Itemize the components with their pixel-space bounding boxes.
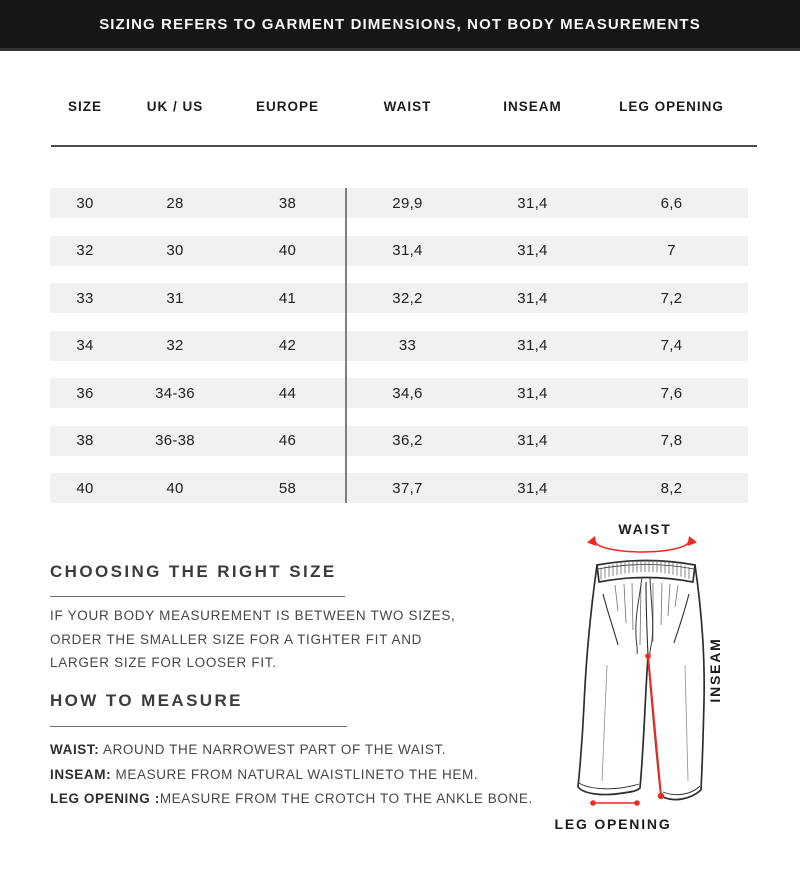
cell-waist: 37,7 (392, 479, 423, 497)
disclaimer-banner (0, 0, 800, 51)
table-row (50, 283, 748, 313)
cell-uk-us: 30 (166, 242, 184, 259)
cell-inseam: 31,4 (517, 479, 548, 497)
cell-size: 34 (76, 337, 94, 354)
cell-uk-us: 31 (166, 289, 184, 307)
cell-inseam: 31,4 (517, 289, 548, 307)
cell-leg: 7 (667, 242, 676, 259)
choosing-size-paragraph (50, 604, 456, 675)
cell-size: 38 (76, 432, 94, 449)
disclaimer-text: SIZING REFERS TO GARMENT DIMENSIONS, NOT BODY MEASUREMENTS (99, 15, 701, 33)
table-row (50, 188, 748, 218)
leg-opening-diagram-label: LEG OPENING (554, 816, 672, 832)
cell-size: 40 (76, 479, 94, 497)
cell-leg: 7,4 (660, 337, 683, 354)
cell-uk-us: 32 (166, 337, 184, 354)
cell-waist: 33 (398, 337, 417, 354)
cell-size: 36 (76, 384, 94, 402)
paragraph-line: LARGER SIZE FOR LOOSER FIT. (50, 655, 277, 670)
cell-waist: 34,6 (392, 384, 423, 402)
inseam-diagram-label: INSEAM (707, 637, 723, 703)
cell-europe: 46 (278, 432, 297, 449)
pants-outline-icon (578, 560, 704, 800)
cell-inseam: 31,4 (517, 432, 548, 449)
table-row (50, 331, 748, 361)
paragraph-line: IF YOUR BODY MEASUREMENT IS BETWEEN TWO SIZES, (50, 608, 456, 623)
measure-desc: AROUND THE NARROWEST PART OF THE WAIST. (99, 742, 447, 757)
measure-term: LEG OPENING : (50, 791, 160, 806)
cell-europe: 40 (278, 242, 297, 259)
cell-waist: 31,4 (392, 242, 423, 259)
column-header-europe: EUROPE (255, 98, 319, 114)
how-to-measure-heading: HOW TO MEASURE (50, 691, 243, 710)
cell-inseam: 31,4 (517, 384, 548, 402)
cell-size: 33 (76, 289, 94, 307)
cell-europe: 44 (278, 384, 297, 402)
cell-uk-us: 28 (166, 194, 184, 212)
table-row (50, 378, 748, 408)
table-header-row (50, 96, 748, 116)
cell-waist: 32,2 (392, 289, 423, 307)
cell-size: 32 (76, 242, 94, 259)
cell-leg: 8,2 (660, 479, 683, 497)
table-row (50, 473, 748, 503)
cell-size: 30 (76, 194, 94, 212)
cell-uk-us: 36-38 (155, 432, 195, 449)
column-header-inseam: INSEAM (503, 98, 562, 114)
choosing-size-rule (50, 596, 345, 597)
paragraph-line: ORDER THE SMALLER SIZE FOR A TIGHTER FIT AND (50, 631, 423, 647)
table-row (50, 236, 748, 266)
column-header-uk-us: UK / US (146, 98, 204, 114)
measure-term: INSEAM: (50, 766, 112, 782)
measure-desc: MEASURE FROM NATURAL WAISTLINETO THE HEM. (111, 766, 479, 782)
cell-waist: 36,2 (392, 432, 423, 449)
table-row (50, 426, 748, 456)
column-header-leg-opening: LEG OPENING (619, 98, 724, 114)
cell-europe: 58 (278, 479, 297, 497)
cell-europe: 38 (278, 194, 297, 212)
cell-europe: 41 (278, 289, 297, 307)
choosing-size-heading: CHOOSING THE RIGHT SIZE (50, 562, 337, 581)
size-table-body (50, 188, 748, 503)
measure-term: WAIST: (50, 742, 100, 757)
cell-leg: 7,2 (660, 289, 683, 307)
pants-diagram (545, 515, 765, 845)
cell-waist: 29,9 (392, 194, 423, 212)
cell-leg: 7,8 (660, 432, 683, 449)
cell-inseam: 31,4 (517, 337, 548, 354)
how-to-measure-list (50, 738, 533, 812)
measure-desc: MEASURE FROM THE CROTCH TO THE ANKLE BONE. (159, 791, 533, 806)
leg-opening-measure-line-icon (590, 800, 640, 806)
cell-inseam: 31,4 (517, 194, 548, 212)
how-to-measure-rule (50, 726, 347, 727)
column-header-waist: WAIST (383, 98, 432, 114)
column-header-size: SIZE (67, 98, 102, 114)
cell-inseam: 31,4 (517, 242, 548, 259)
waist-measure-arc-icon (587, 536, 697, 552)
table-vertical-divider (345, 188, 347, 503)
waist-diagram-label: WAIST (618, 521, 672, 537)
cell-europe: 42 (278, 337, 297, 354)
cell-leg: 6,6 (660, 194, 683, 212)
table-header-rule (51, 145, 757, 147)
cell-uk-us: 40 (166, 479, 184, 497)
cell-leg: 7,6 (660, 384, 683, 402)
cell-uk-us: 34-36 (155, 384, 195, 402)
